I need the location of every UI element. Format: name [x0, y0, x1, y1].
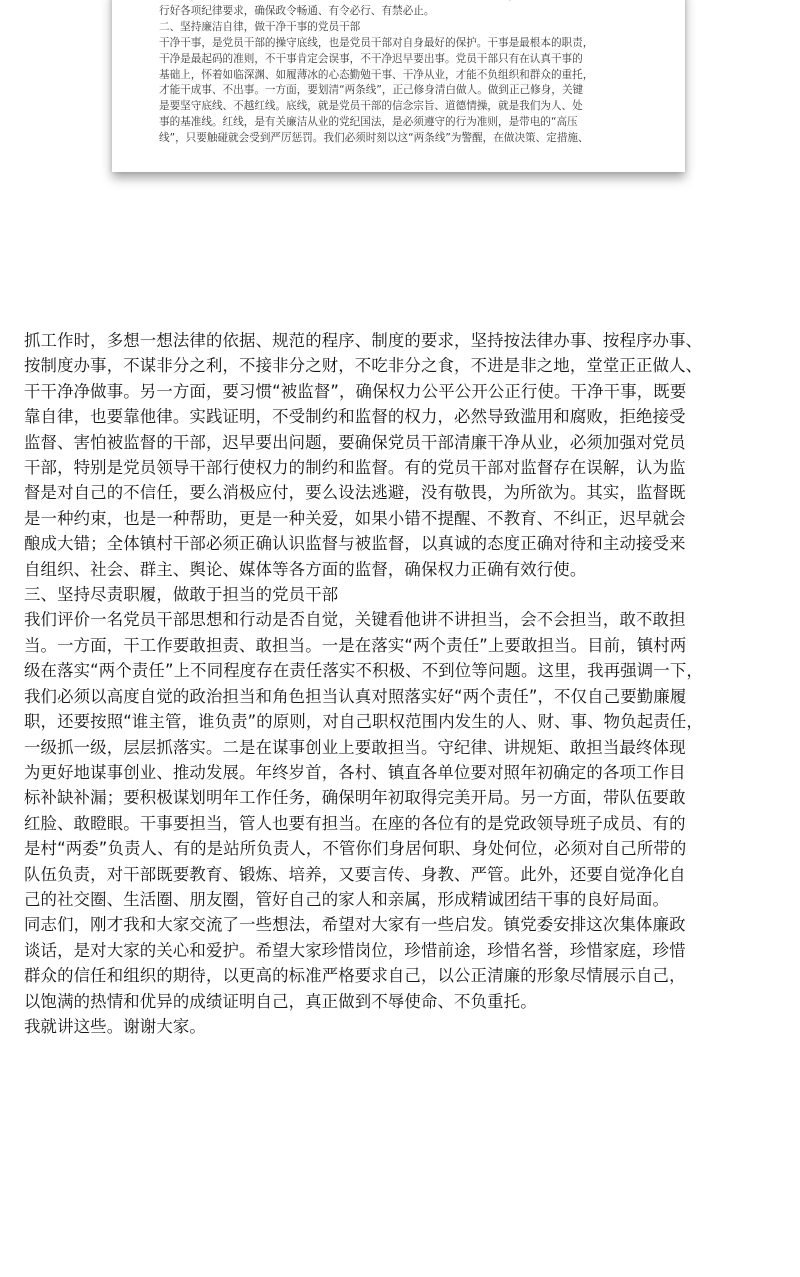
paragraph-line: 我们必须以高度自觉的政治担当和角色担当认真对照落实好“两个责任”，不仅自己要勤廉履: [24, 686, 687, 706]
paragraph-line: 干干净净做事。另一方面，要习惯“被监督”，确保权力公平公开公正行使。干净干事，既要: [24, 381, 687, 401]
preview-line: 才能干成事、不出事。一方面，要划清“两条线”，正己修身清白做人。做到正己修身，关键: [159, 84, 584, 97]
paragraph-line: 督是对自己的不信任，要么消极应付，要么设法逃避，没有敬畏，为所欲为。其实，监督既: [24, 483, 686, 503]
preview-line: 线”，只要触碰就会受到严厉惩罚。我们必须时刻以这“两条线”为警醒，在做决策、定措施、: [159, 132, 589, 145]
paragraph-line: 己的社交圈、生活圈、朋友圈，管好自己的家人和亲属，形成精诚团结干事的良好局面。: [24, 889, 670, 909]
paragraph-line: 级在落实“两个责任”上不同程度存在责任落实不积极、不到位等问题。这里，我再强调一下，: [24, 661, 703, 681]
paragraph-line: 我就讲这些。谢谢大家。: [24, 1016, 206, 1036]
preview-line: 事的基准线。红线，是有关廉洁从业的党纪国法，是必须遵守的行为准则，是带电的“高压: [159, 116, 578, 129]
document-preview-card: [112, 0, 685, 172]
paragraph-line: 我们评价一名党员干部思想和行动是否自觉，关键看他讲不讲担当，会不会担当，敢不敢担: [24, 610, 686, 630]
paragraph-line: 以饱满的热情和优异的成绩证明自己，真正做到不辱使命、不负重托。: [24, 991, 537, 1011]
main-text-block: [24, 328, 780, 1039]
preview-line: 干净干事，是党员干部的操守底线，也是党员干部对自身最好的保护。干事是最根本的职责，: [159, 36, 594, 49]
paragraph-line: 为更好地谋事创业、推动发展。年终岁首，各村、镇直各单位要对照年初确定的各项工作目: [24, 762, 686, 782]
paragraph-line: 按制度办事，不谋非分之利，不接非分之财，不吃非分之食，不进是非之地，堂堂正正做人、: [24, 356, 703, 376]
paragraph-line: 队伍负责，对干部既要教育、锻炼、培养，又要言传、身教、严管。此外，还要自觉净化自: [24, 864, 686, 884]
paragraph-line: 靠自律，也要靠他律。实践证明，不受制约和监督的权力，必然导致滥用和腐败，拒绝接受: [24, 407, 686, 427]
paragraph-line: 三、坚持尽责职履，做敢于担当的党员干部: [24, 585, 339, 605]
paragraph-line: 抓工作时，多想一想法律的依据、规范的程序、制度的要求，坚持按法律办事、按程序办事、: [24, 331, 703, 350]
preview-line: 是要坚守底线、不越红线。底线，就是党员干部的信念宗旨、道德情操，就是我们为人、处: [159, 100, 583, 113]
paragraph-line: 标补缺补漏；要积极谋划明年工作任务，确保明年初取得完美开局。另一方面，带队伍要敢: [24, 788, 686, 808]
preview-line: 干净是最起码的准则，不干事肯定会误事，不干净迟早要出事。党员干部只有在认真干事的: [159, 52, 583, 65]
paragraph-line: 红脸、敢瞪眼。干事要担当，管人也要有担当。在座的各位有的是党政领导班子成员、有的: [24, 813, 686, 833]
paragraph-line: 是村“两委”负责人、有的是站所负责人，不管你们身居何职、身处何位，必须对自己所带的: [24, 839, 687, 859]
preview-text-block: [159, 0, 639, 147]
preview-line: 行好各项纪律要求，确保政令畅通、有令必行、有禁必止。: [159, 4, 435, 17]
paragraph-line: 同志们，刚才我和大家交流了一些想法，希望对大家有一些启发。镇党委安排这次集体廉政: [24, 915, 686, 935]
paragraph-line: 酿成大错；全体镇村干部必须正确认识监督与被监督，以真诚的态度正确对待和主动接受来: [24, 534, 686, 554]
preview-line: 基础上，怀着如临深渊、如履薄冰的心态勤勉干事、干净从业，才能不负组织和群众的重托，: [159, 68, 594, 81]
paragraph-line: 群众的信任和组织的期待，以更高的标准严格要求自己，以公正清廉的形象尽情展示自己，: [24, 966, 686, 986]
paragraph-line: 一级抓一级，层层抓落实。二是在谋事创业上要敢担当。守纪律、讲规矩、敢担当最终体现: [24, 737, 686, 757]
paragraph-line: 是一种约束，也是一种帮助，更是一种关爱，如果小错不提醒、不教育、不纠正，迟早就会: [24, 508, 686, 528]
paragraph-line: 自组织、社会、群主、舆论、媒体等各方面的监督，确保权力正确有效行使。: [24, 559, 587, 579]
paragraph-line: 干部，特别是党员领导干部行使权力的制约和监督。有的党员干部对监督存在误解，认为监: [24, 458, 686, 478]
paragraph-line: 当。一方面，干工作要敢担责、敢担当。一是在落实“两个责任”上要敢担当。目前，镇村两: [24, 635, 687, 655]
paragraph-line: 谈话，是对大家的关心和爱护。希望大家珍惜岗位，珍惜前途，珍惜名誉，珍惜家庭，珍惜: [24, 940, 686, 960]
paragraph-line: 职，还要按照“谁主管，谁负责”的原则，对自己职权范围内发生的人、财、事、物负起责任，: [24, 712, 703, 732]
paragraph-line: 监督、害怕被监督的干部，迟早要出问题，要确保党员干部清廉干净从业，必须加强对党员: [24, 432, 686, 452]
preview-line: 二、坚持廉洁自律，做干净干事的党员干部: [159, 20, 361, 33]
